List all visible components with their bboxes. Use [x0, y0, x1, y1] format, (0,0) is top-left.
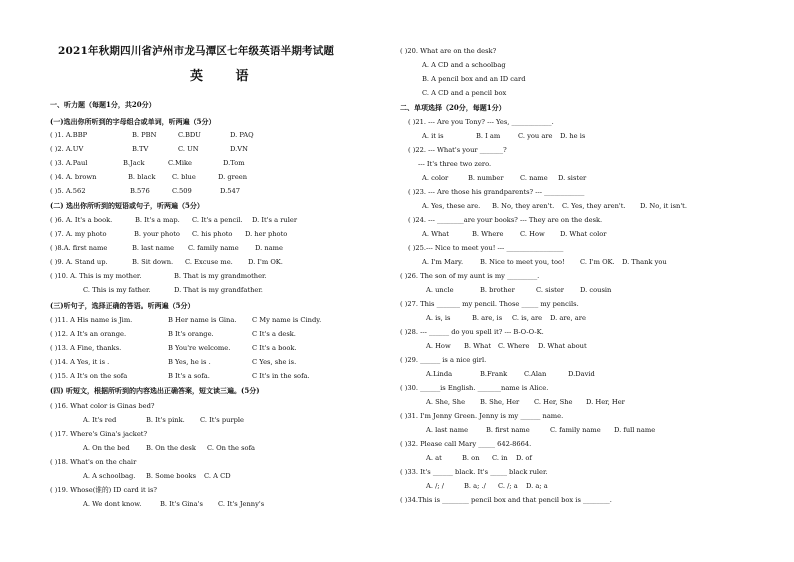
question-23: ( )23. --- Are those his grandparents? --- ____________ [408, 188, 585, 196]
question-26: ( )26. The son of my aunt is my _________. [400, 272, 540, 280]
question-28: ( )28. --- ______ do you spell it? --- B-O-O-K. [400, 328, 544, 336]
question-20: ( )20. What are on the desk? [400, 47, 497, 55]
subject-heading: 英 语 [190, 69, 263, 84]
section-single-choice: 二、单项选择（20分，每题1分） [400, 103, 506, 112]
exam-page: 2021年秋期四川省泸州市龙马潭区七年级英语半期考试题 英 语 一、听力题（每题1分，共20分） (一)选出你所听到的字母组合或单词，听两遍（5分） ( )1. A.BBP B. PBN C.BDU D. PAQ ( )2. A.UV B.TV C. UN D.VN ( )3. A.Paul B.Jack C.Mike D.Tom ( )4. A. brown B. black C. blue D. green ( )5. A.562 B.576 C.509 D.547 (二) 选出你所听到的短语或句子，听两遍（5分） ( )6. A. It's a book. B. It's a map. C. It's a pencil. D. It's a ruler ( )7. A. my photo B. your photo C. his photo D. her photo ( )8.A. first name B. last name C. family name D. name ( )9. A. Stand up. B. Sit down. C. Excuse me. D. I'm OK. ( )10. A. This is my mother. B. That is my grandmother. C. This is my father. D. That is my grandfather. (三)听句子，选择正确的答语。听两遍（5分） ( )11. A His name is Jim. B Her name is Gina. C My name is Cindy. ( )12. A It's an orange. B It's orange. C It's a desk. ( )13. A Fine, thanks. B You're welcome. C It's a book. ( )14. A Yes, it is . B Yes, he is . C Yes, she is. ( )15. A It's on the sofa B It's a sofa. C It's in the sofa. (四) 听短文，根据所听到的内容选出正确答案，短文读三遍。(5分) ( )16. What color is Ginas bed? A. It's red B. It's pink. C. It's purple ( )17. Where's Gina's jacket? A. On the bed B. On the desk C. On the sofa ( )18. What's on the chair A. A schoolbag. B. Some books C. A CD ( )19. Whose(谁的) ID card it is? A. We dont know. B. It's Gina's C. It's Jenny's ( )20. What are on the desk? A. A CD and a schoolbag B. A pencil box and an ID card C. A CD and a pencil box 二、单项选择（20分，每题1分） ( )21. --- Are you Tony? --- Yes, ____________. A. it is B. I am C. you are D. he is ( )22. --- What's your _______? --- It's three two zero. A. color B. number C. name D. sister ( )23. --- Are those his grandparents? --- ____________ A. Yes, these are. B. No, they aren't. C. Yes, they aren't. D. No, it isn't. ( )24. --- ________are your books? --- They are on the desk. A. What B. Where C. How D. What color ( )25.--- Nice to meet you! --- _________________ A. I'm Mary. B. Nice to meet you, too! C. I'm OK. D. Thank you ( )26. The son of my aunt is my _________. A. uncle B. brother C. sister D. cousin ( )27. This _______ my pencil. Those _____ my pencils. A. is, is B. are, is C. is, are D. are, are ( )28. --- ______ do you spell it? --- B-O-O-K. A. How B. What C. Where D. What about ( )29. ______ is a nice girl. A.Linda B.Frank C.Alan D.David ( )30. ______is English. _______name is Alice. A. She, She B. She, Her C. Her, She D. Her, Her ( )31. I'm Jenny Green. Jenny is my ______ name. A. last name B. first name C. family name D. full name ( )32. Please call Mary _____ 642-8664. A. at B. on C. in D. of ( )33. It's ______ black. It's _____ black ruler. A. /; / B. a; ./ C. /; a D. a; a ( )34.This is ________ pencil box and that pencil box is ________. [50, 45, 687, 508]
question-20-option-b: B. A pencil box and an ID card [422, 75, 526, 83]
question-30: ( )30. ______is English. _______name is Alice. [400, 384, 549, 392]
subsection-2: (二) 选出你所听到的短语或句子，听两遍（5分） [50, 201, 204, 210]
question-16: ( )16. What color is Ginas bed? [50, 402, 155, 410]
question-17: ( )17. Where's Gina's jacket? [50, 430, 148, 438]
section-listening: 一、听力题（每题1分，共20分） [50, 100, 156, 109]
question-21: ( )21. --- Are you Tony? --- Yes, ____________. [408, 118, 554, 126]
question-24: ( )24. --- ________are your books? --- They are on the desk. [408, 216, 603, 224]
question-25: ( )25.--- Nice to meet you! --- _________________ [408, 244, 564, 252]
question-22: ( )22. --- What's your _______? [408, 146, 507, 154]
question-22-answer: --- It's three two zero. [418, 160, 492, 168]
subsection-1: (一)选出你所听到的字母组合或单词，听两遍（5分） [50, 117, 216, 126]
question-32: ( )32. Please call Mary _____ 642-8664. [400, 440, 532, 448]
question-31: ( )31. I'm Jenny Green. Jenny is my ______ name. [400, 412, 564, 420]
question-27: ( )27. This _______ my pencil. Those _____ my pencils. [400, 300, 579, 308]
question-34: ( )34.This is ________ pencil box and that pencil box is ________. [400, 496, 612, 504]
question-29: ( )29. ______ is a nice girl. [400, 356, 487, 364]
question-20-option-c: C. A CD and a pencil box [422, 89, 507, 97]
question-19: ( )19. Whose(谁的) ID card it is? [50, 486, 157, 494]
question-20-option-a: A. A CD and a schoolbag [422, 61, 506, 69]
subsection-3: (三)听句子，选择正确的答语。听两遍（5分） [50, 301, 195, 310]
exam-title: 2021年秋期四川省泸州市龙马潭区七年级英语半期考试题 [58, 45, 335, 57]
subsection-4: (四) 听短文，根据所听到的内容选出正确答案，短文读三遍。(5分) [50, 386, 260, 395]
question-33: ( )33. It's ______ black. It's _____ black ruler. [400, 468, 548, 476]
question-18: ( )18. What's on the chair [50, 458, 137, 466]
